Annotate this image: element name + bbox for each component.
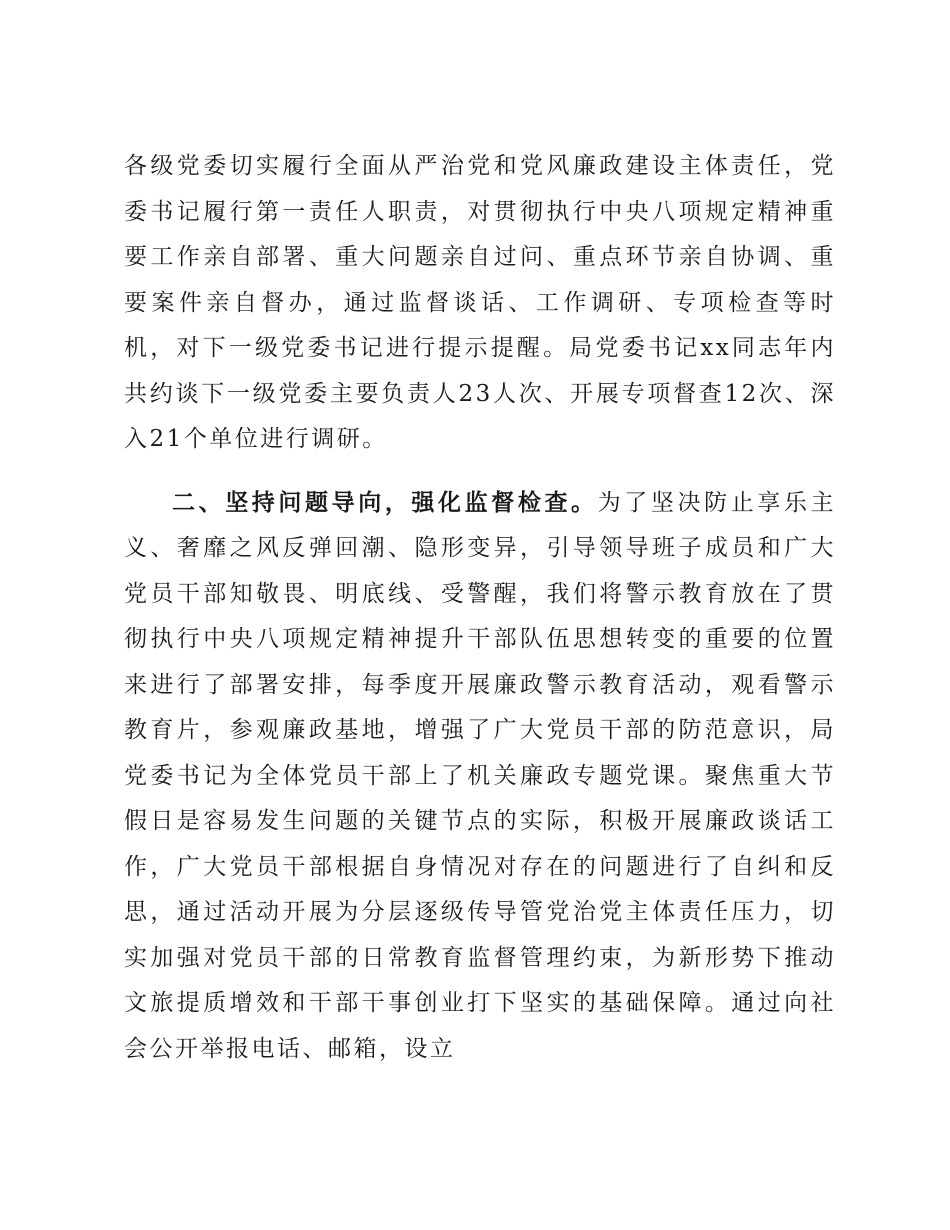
section-heading: 二、坚持问题导向，强化监督检查。 (172, 488, 598, 516)
section-body-text: 为了坚决防止享乐主义、奢靡之风反弹回潮、隐形变异，引导领导班子成员和广大党员干部知敬畏、明底线、受警醒，我们将警示教育放在了贯彻执行中央八项规定精神提升干部队伍思想转变的重要的位置来进行了部署安排，每季度开展廉政警示教育活动，观看警示教育片，参观廉政基地，增强了广大党员干部的防范意识，局党委书记为全体党员干部上了机关廉政专题党课。聚焦重大节假日是容易发生问题的关键节点的实际，积极开展廉政谈话工作，广大党员干部根据自身情况对存在的问题进行了自纠和反思，通过活动开展为分层逐级传导管党治党主体责任压力，切实加强对党员干部的日常教育监督管理约束，为新形势下推动文旅提质增效和干部干事创业打下坚实的基础保障。通过向社会公开举报电话、邮箱，设立 (124, 489, 837, 1062)
paragraph-responsibility: 各级党委切实履行全面从严治党和党风廉政建设主体责任，党委书记履行第一责任人职责，对贯彻执行中央八项规定精神重要工作亲自部署、重大问题亲自过问、重点环节亲自协调、重要案件亲自督办，通过监督谈话、工作调研、专项检查等时机，对下一级党委书记进行提示提醒。局党委书记xx同志年内共约谈下一级党委主要负责人23人次、开展专项督查12次、深入21个单位进行调研。 (124, 153, 836, 452)
paragraph-supervision (124, 480, 836, 1073)
document-body (124, 144, 836, 1072)
